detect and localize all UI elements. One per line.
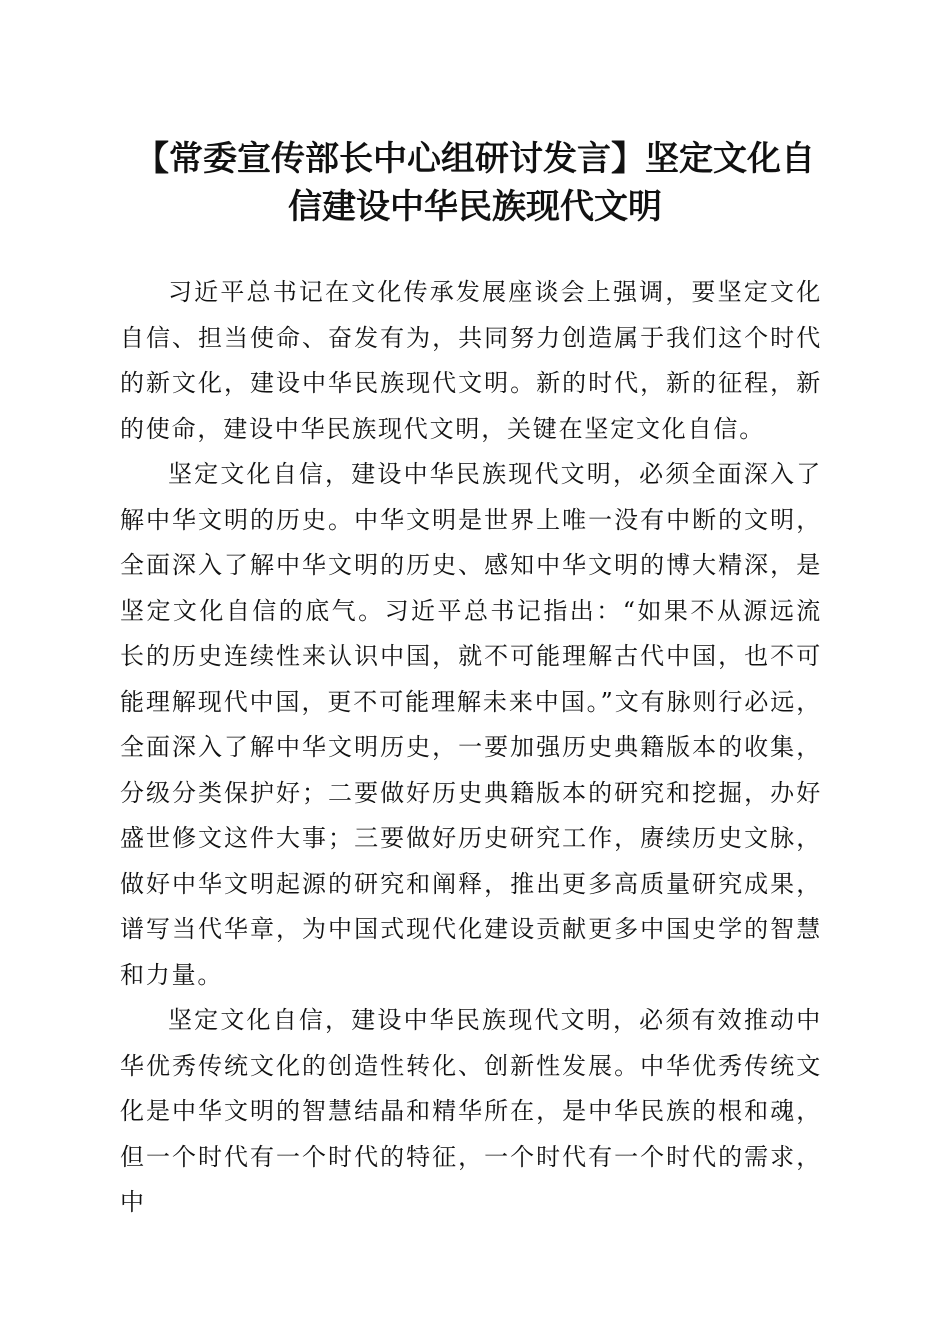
paragraph-3: 坚定文化自信，建设中华民族现代文明，必须有效推动中华优秀传统文化的创造性转化、创新性发展。中华优秀传统文化是中华文明的智慧结晶和精华所在，是中华民族的根和魂，但一个时代有一个时代的特征，一个时代有一个时代的需求，中 <box>120 1006 822 1216</box>
document-title: 【常委宣传部长中心组研讨发言】坚定文化自信建设中华民族现代文明 <box>135 139 815 227</box>
paragraph-2: 坚定文化自信，建设中华民族现代文明，必须全面深入了解中华文明的历史。中华文明是世界上唯一没有中断的文明，全面深入了解中华文明的历史、感知中华文明的博大精深，是坚定文化自信的底气。习近平总书记指出：“如果不从源远流长的历史连续性来认识中国，就不可能理解古代中国，也不可能理解现代中国，更不可能理解未来中国。”文有脉则行必远，全面深入了解中华文明历史，一要加强历史典籍版本的收集，分级分类保护好；二要做好历史典籍版本的研究和挖掘，办好盛世修文这件大事；三要做好历史研究工作，赓续历史文脉，做好中华文明起源的研究和阐释，推出更多高质量研究成果，谱写当代华章，为中国式现代化建设贡献更多中国史学的智慧和力量。 <box>120 460 822 989</box>
document-body <box>120 270 822 1226</box>
paragraph-1: 习近平总书记在文化传承发展座谈会上强调，要坚定文化自信、担当使命、奋发有为，共同努力创造属于我们这个时代的新文化，建设中华民族现代文明。新的时代，新的征程，新的使命，建设中华民族现代文明，关键在坚定文化自信。 <box>120 278 822 443</box>
